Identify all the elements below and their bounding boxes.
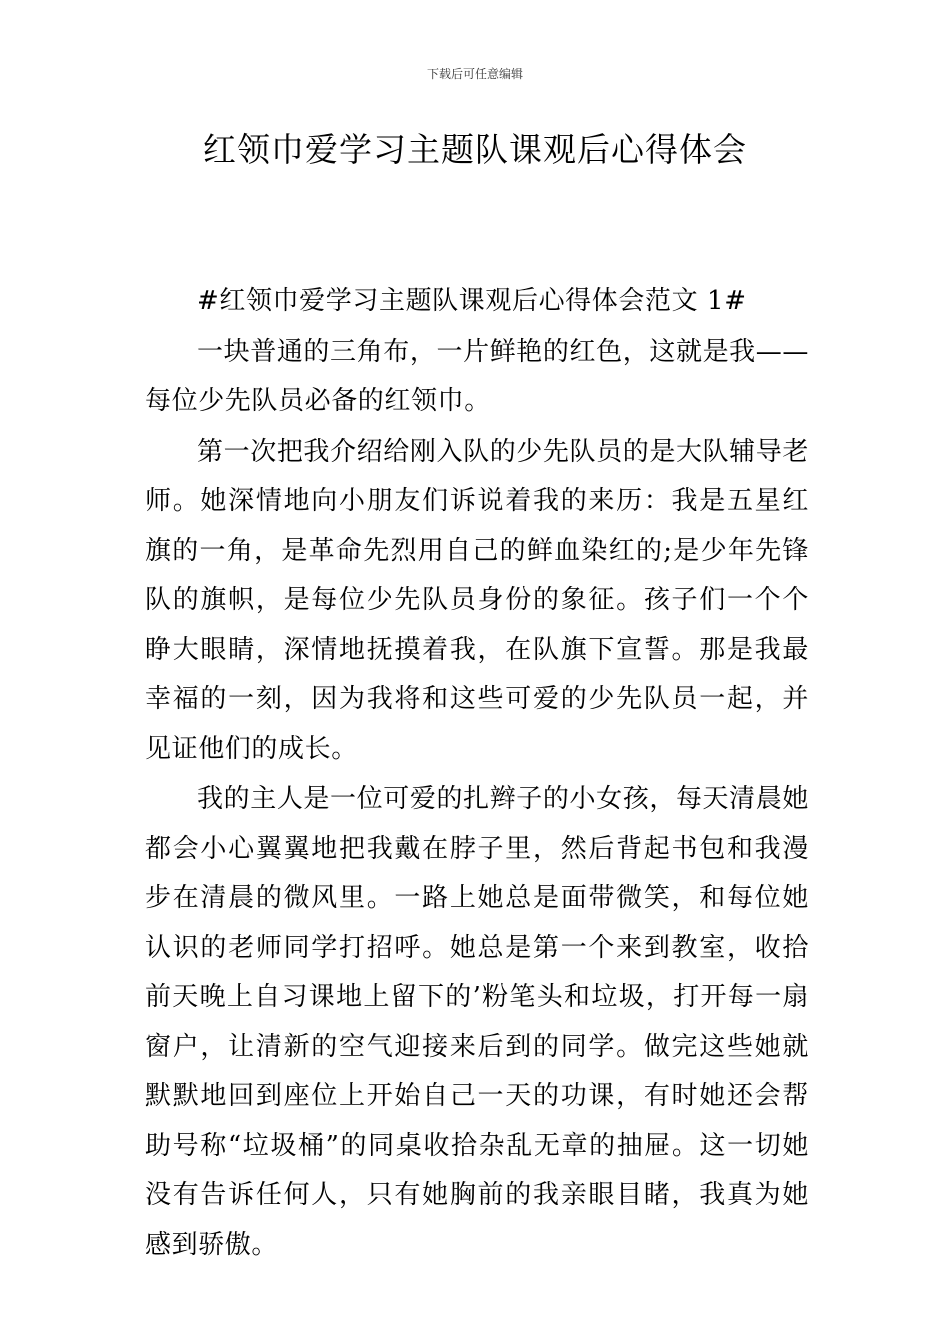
header-note: 下载后可任意编辑 <box>426 67 523 81</box>
paragraph: 第一次把我介绍给刚入队的少先队员的是大队辅导老师。她深情地向小朋友们诉说着我的来历：我是五星红旗的一角，是革命先烈用自己的鲜血染红的;是少年先锋队的旗帜，是每位少先队员身份的象征。孩子们一个个睁大眼睛，深情地抚摸着我，在队旗下宣誓。那是我最幸福的一刻，因为我将和这些可爱的少先队员一起，并见证他们的成长。 <box>145 436 809 764</box>
document-title: 红领巾爱学习主题队课观后心得体会 <box>203 130 747 169</box>
section-heading: #红领巾爱学习主题队课观后心得体会范文 1# <box>197 286 747 316</box>
paragraph: 一块普通的三角布，一片鲜艳的红色，这就是我——每位少先队员必备的红领巾。 <box>145 336 809 416</box>
document-body <box>145 277 809 1271</box>
paragraph: 我的主人是一位可爱的扎辫子的小女孩，每天清晨她都会小心翼翼地把我戴在脖子里，然后背起书包和我漫步在清晨的微风里。一路上她总是面带微笑，和每位她认识的老师同学打招呼。她总是第一个来到教室，收拾前天晚上自习课地上留下的’粉笔头和垃圾，打开每一扇窗户，让清新的空气迎接来后到的同学。做完这些她就默默地回到座位上开始自己一天的功课，有时她还会帮助号称“垃圾桶”的同桌收拾杂乱无章的抽屉。这一切她没有告诉任何人，只有她胸前的我亲眼目睹，我真为她感到骄傲。 <box>145 784 809 1260</box>
